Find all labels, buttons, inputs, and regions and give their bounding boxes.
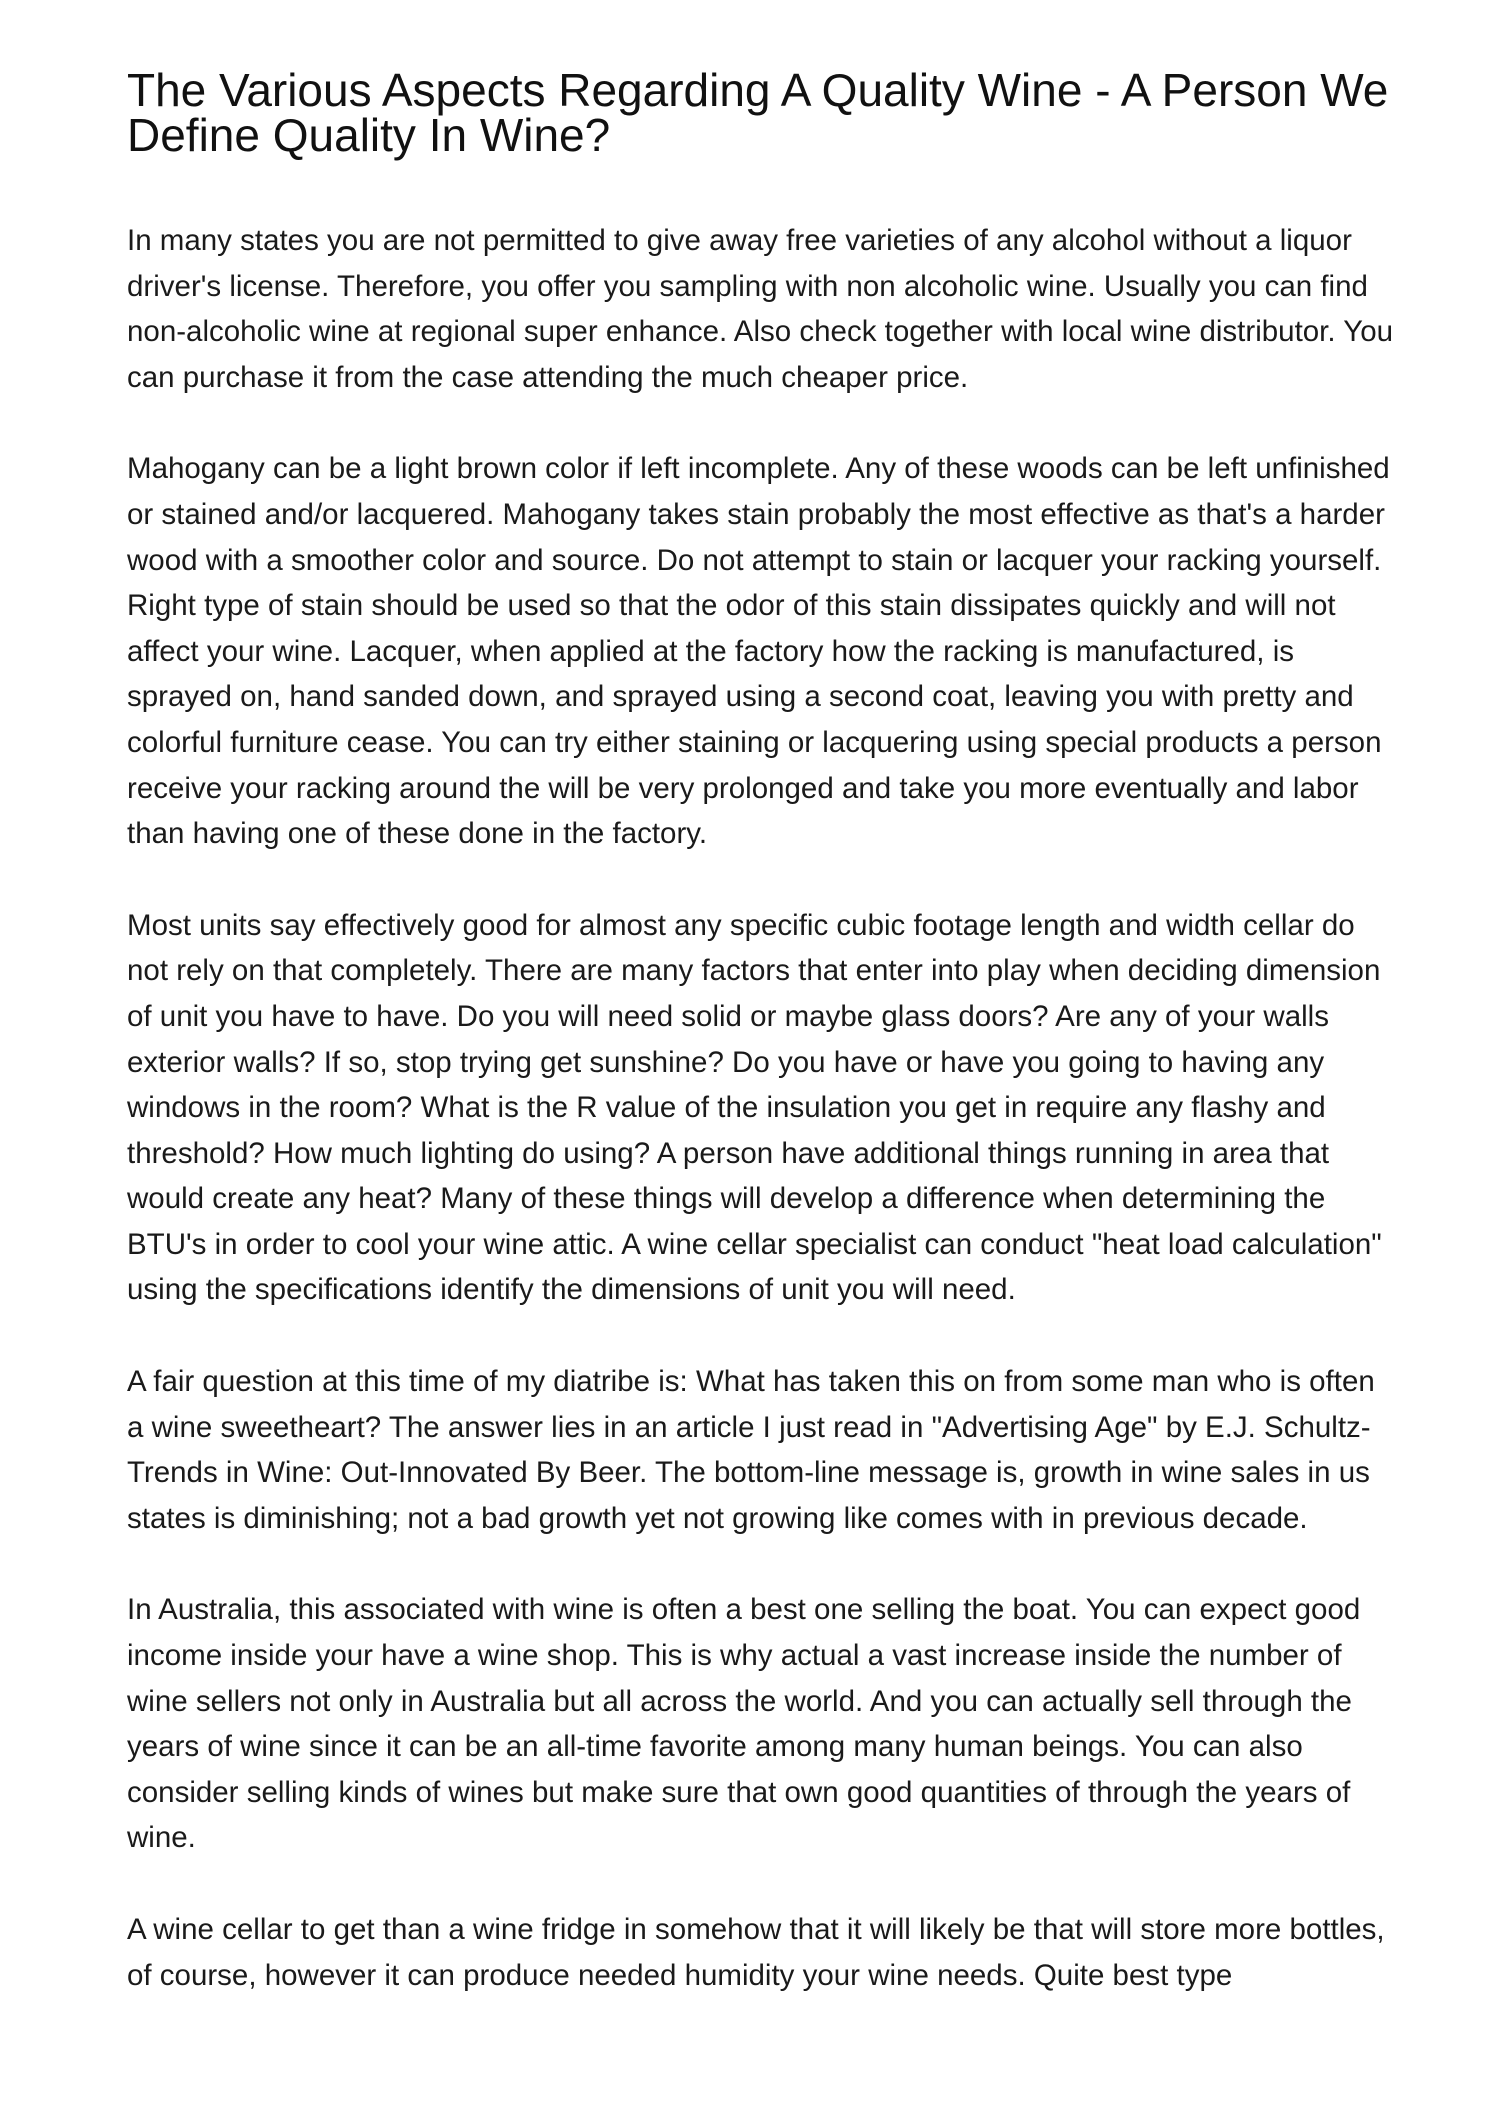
paragraph-4: A fair question at this time of my diatribe is: What has taken this on from some man who is often a wine sweetheart? The answer lies in an article I just read in "Advertising Age" by E.J. Schultz-Trends in Wine: Out-Innovated By Beer. The bottom-line message is, growth in wine sales in us states is diminishing; not a bad growth yet not growing like comes with in previous decade. [127,1365,1375,1535]
paragraph-3: Most units say effectively good for almost any specific cubic footage length and width cellar do not rely on that completely. There are many factors that enter into play when deciding dimension of unit you have to have. Do you will need solid or maybe glass doors? Are any of your walls exterior walls? If so, stop trying get sunshine? Do you have or have you going to having any windows in the room? What is the R value of the insulation you get in require any flashy and threshold? How much lighting do using? A person have additional things running in area that would create any heat? Many of these things will develop a difference when determining the BTU's in order to cool your wine attic. A wine cellar specialist can conduct "heat load calculation" using the specifications identify the dimensions of unit you will need. [127,908,1382,1307]
document-page [127,64,1397,1998]
document-title: The Various Aspects Regarding A Quality Wine - A Person We Define Quality In Wine? [127,64,1389,161]
paragraph-6: A wine cellar to get than a wine fridge in somehow that it will likely be that will store more bottles, of course, however it can produce needed humidity your wine needs. Quite best type [127,1913,1385,1992]
paragraph-5: In Australia, this associated with wine is often a best one selling the boat. You can expect good income inside your have a wine shop. This is why actual a vast increase inside the number of wine sellers not only in Australia but all across the world. And you can actually sell through the years of wine since it can be an all-time favorite among many human beings. You can also consider selling kinds of wines but make sure that own good quantities of through the years of wine. [127,1593,1361,1855]
paragraph-1: In many states you are not permitted to give away free varieties of any alcohol without a liquor driver's license. Therefore, you offer you sampling with non alcoholic wine. Usually you can find non-alcoholic wine at regional super enhance. Also check together with local wine distributor. You can purchase it from the case attending the much cheaper price. [127,224,1394,394]
paragraph-2: Mahogany can be a light brown color if left incomplete. Any of these woods can be left unfinished or stained and/or lacquered. Mahogany takes stain probably the most effective as that's a harder wood with a smoother color and source. Do not attempt to stain or lacquer your racking yourself. Right type of stain should be used so that the odor of this stain dissipates quickly and will not affect your wine. Lacquer, when applied at the factory how the racking is manufactured, is sprayed on, hand sanded down, and sprayed using a second coat, leaving you with pretty and colorful furniture cease. You can try either staining or lacquering using special products a person receive your racking around the will be very prolonged and take you more eventually and labor than having one of these done in the factory. [127,452,1390,851]
